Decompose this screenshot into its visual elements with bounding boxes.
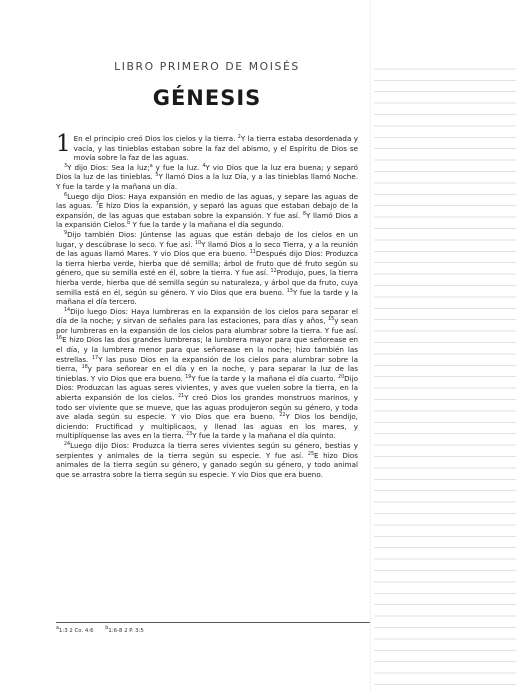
footnotes: [56, 627, 154, 635]
paragraph: [56, 441, 358, 479]
verse-text: Y las puso Dios en la expansión de los cielos para alumbrar sobre la tierra,: [56, 354, 358, 374]
verse-number: 9: [64, 230, 68, 236]
verse-text: En el principio creó Dios los cielos y la tierra.: [73, 134, 238, 143]
verse-text: Y fue la tarde y la mañana el día quinto.: [192, 431, 336, 441]
verse-text: E hizo Dios las dos grandes lumbreras; la lumbrera mayor para que señorease en el día, y la lumbrera menor para que señorease en la noche; hizo también las estrellas.: [56, 335, 358, 364]
verse-number: 24: [64, 442, 71, 447]
verse-text: Y llamó Dios a lo seco Tierra, y a la reunión de las aguas llamó Mares. Y vio Dios que era bueno.: [56, 239, 358, 259]
verse-text: Dijo luego Dios: Haya lumbreras en la expansión de los cielos para separar el día de la noche; y sirvan de señales para las estaciones, para días y años,: [56, 306, 358, 326]
verse-text: Y dijo Dios: Sea la luz;: [67, 162, 150, 172]
verse-number: 18: [81, 365, 88, 371]
journaling-lines-column: [374, 58, 516, 692]
paragraph: [56, 230, 358, 307]
verse-number: a: [149, 163, 153, 169]
verse-text: y fue la luz.: [152, 162, 203, 172]
verse-number: 6: [64, 192, 68, 198]
verse-number: 21: [178, 394, 185, 400]
verse-text: Después dijo Dios: Produzca la tierra hierba verde, hierba que dé semilla; árbol de fruto que dé fruto según su género, que su semilla esté en él, sobre la tierra. Y fue así.: [56, 249, 358, 278]
verse-text: Luego dijo Dios: Produzca la tierra seres vivientes según su género, bestias y serpientes y animales de la tierra según su especie. Y fue así.: [56, 441, 358, 460]
paragraph: [56, 307, 358, 441]
verse-number: 23: [186, 432, 193, 438]
verse-text: Y vio Dios que la luz era buena; y separó Dios la luz de las tinieblas.: [56, 162, 358, 182]
footnote-rule: [56, 622, 370, 623]
verse-number: b: [127, 221, 131, 227]
footnote-ref: 1:3 2 Co. 4:6: [58, 628, 94, 634]
verse-text: Y fue la tarde y la mañana el día cuarto.: [191, 373, 339, 383]
verse-number: 15: [328, 317, 335, 323]
verse-number: 12: [270, 269, 277, 275]
verse-text: Y llamó Dios a la expansión Cielos.: [56, 210, 358, 230]
footnote-ref: 1:6-8 2 P. 3:5: [108, 628, 144, 634]
verse-number: 13: [286, 288, 293, 294]
verse-number: 22: [279, 413, 286, 419]
verse-text: Y fue la tarde y la mañana el día tercero.: [56, 287, 359, 307]
verse-number: 25: [307, 451, 315, 457]
verse-text: Dijo también Dios: Júntense las aguas que están debajo de los cielos en un lugar, y descúbrase lo seco. Y fue así.: [56, 229, 358, 249]
verse-text: y para señorear en el día y en la noche, y para separar la luz de las tinieblas. Y vio Dios que era bueno.: [56, 364, 358, 383]
chapter-number: 1: [56, 131, 71, 157]
paragraph: [56, 131, 358, 163]
paragraph: [56, 192, 358, 230]
verse-number: 10: [195, 240, 202, 246]
verse-number: 11: [249, 250, 256, 256]
verse-number: 2: [237, 135, 241, 140]
verse-text: Y fue la tarde y la mañana el día segundo.: [130, 220, 284, 230]
verse-number: 17: [92, 355, 99, 361]
verse-number: 5: [155, 173, 159, 179]
verse-number: 14: [64, 307, 71, 313]
footnote-a: [56, 628, 99, 634]
scripture-column: [56, 60, 358, 479]
verse-number: 20: [338, 374, 345, 380]
verse-text: Y creó Dios los grandes monstruos marinos, y todo ser viviente que se mueve, que las aguas produjeron según su género, y toda ave alada según su especie. Y vio Dios que era bueno.: [56, 393, 358, 422]
verse-number: 3: [64, 163, 68, 169]
verse-number: 7: [95, 202, 99, 208]
verse-text: E hizo Dios la expansión, y separó las aguas que estaban debajo de la expansión, de las aguas que estaban sobre la expansión. Y fue así.: [56, 201, 358, 220]
footnote-mark: a: [56, 626, 59, 631]
verse-text: Produjo, pues, la tierra hierba verde, hierba que dé semilla según su naturaleza, y árbol que da fruto, cuya semilla está en él, según su género. Y vio Dios que era bueno.: [56, 268, 359, 297]
verse-number: 19: [185, 374, 192, 380]
verse-number: 8: [302, 211, 306, 217]
verse-text: Y Dios los bendijo, diciendo: Fructificad y multiplicaos, y llenad las aguas en los mares, y multiplíquense las aves en la tierra.: [56, 412, 358, 441]
paragraph: [56, 163, 358, 192]
book-kicker: LIBRO PRIMERO DE MOISÉS: [114, 60, 300, 73]
verse-text: Y la tierra estaba desordenada y vacía, y las tinieblas estaban sobre la faz del abismo, y el Espíritu de Dios se movía sobre la faz de las aguas.: [73, 134, 358, 163]
footnote-b: [105, 628, 148, 634]
verse-text: Luego dijo Dios: Haya expansión en medio de las aguas, y separe las aguas de las aguas.: [56, 191, 358, 211]
verse-text: Dijo Dios: Produzcan las aguas seres vivientes, y aves que vuelen sobre la tierra, en la abierta expansión de los cielos.: [56, 373, 358, 403]
verse-text: y sean por lumbreras en la expansión de los cielos para alumbrar sobre la tierra. Y fue así.: [56, 316, 359, 335]
book-title: GÉNESIS: [152, 86, 262, 110]
column-divider: [370, 0, 371, 692]
scripture-text: [56, 131, 359, 479]
verse-text: E hizo Dios animales de la tierra según su género, y ganado según su género, y todo animal que se arrastra sobre la tierra según su especie. Y vio Dios que era bueno.: [56, 450, 359, 479]
verse-number: 16: [56, 336, 63, 342]
footnote-mark: b: [105, 626, 109, 631]
verse-number: 4: [202, 163, 206, 169]
verse-text: Y llamó Dios a la luz Día, y a las tinieblas llamó Noche. Y fue la tarde y la mañana un día.: [56, 172, 358, 191]
